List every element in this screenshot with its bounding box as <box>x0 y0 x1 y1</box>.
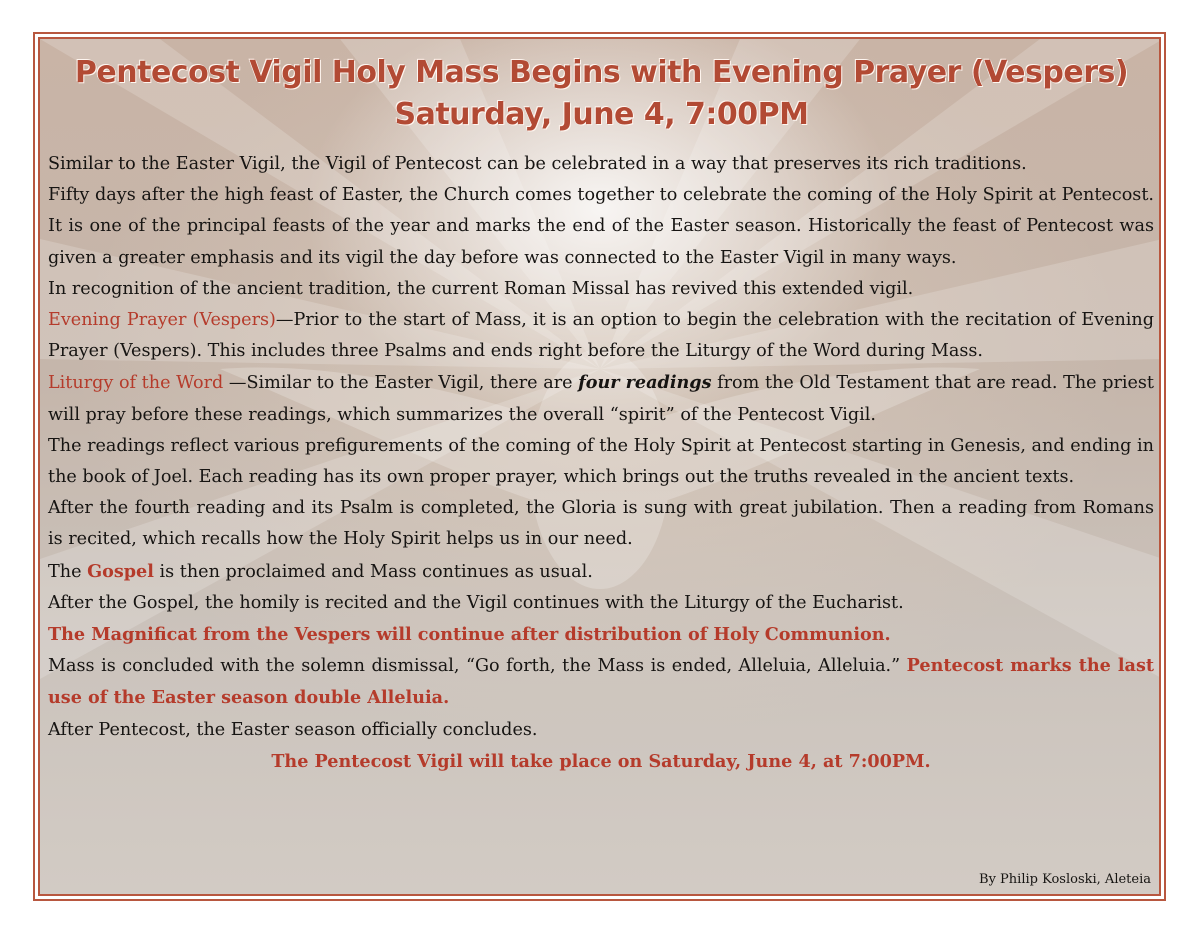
title-line-1: Pentecost Vigil Holy Mass Begins with Evening Prayer (Vespers) <box>74 55 1129 90</box>
article-body <box>48 149 1154 777</box>
evening-prayer-text: —Prior to the start of Mass, it is an option to begin the celebration with the recitation of Evening Prayer (Vespers). This includes three Psalms and ends right before the Liturgy of the Word during Mass. <box>48 310 1155 362</box>
paragraph-recognition: In recognition of the ancient tradition, the current Roman Missal has revived this extended vigil. <box>48 278 914 299</box>
dismissal-text: Mass is concluded with the solemn dismissal, “Go forth, the Mass is ended, Alleluia, Alleluia.” <box>48 656 907 677</box>
liturgy-word-heading: Liturgy of the Word <box>48 373 224 394</box>
byline: By Philip Kosloski, Aleteia <box>979 872 1151 887</box>
paragraph-evening-prayer <box>48 305 1154 367</box>
paragraph-gospel <box>48 556 1154 588</box>
paragraph-readings: The readings reflect various prefigurements of the coming of the Holy Spirit at Pentecost starting in Genesis, and ending in the book of Joel. Each reading has its own proper prayer, which brings out the truths revealed in the ancient texts. <box>48 435 1154 488</box>
paragraph-intro: Similar to the Easter Vigil, the Vigil of Pentecost can be celebrated in a way that preserves its rich traditions. <box>48 154 1027 174</box>
evening-prayer-heading: Evening Prayer (Vespers) <box>48 310 276 331</box>
paragraph-vigil-time: The Pentecost Vigil will take place on Saturday, June 4, at 7:00PM. <box>271 750 931 772</box>
paragraph-fifty-days: Fifty days after the high feast of Easter, the Church comes together to celebrate the coming of the Holy Spirit at Pentecost. It is one of the principal feasts of the year and marks the end of the Easter season. Historically the feast of Pentecost was given a greater emphasis and its vigil the day before was connected to the Easter Vigil in many ways. <box>48 185 1154 268</box>
liturgy-word-text-a: —Similar to the Easter Vigil, there are <box>223 373 579 394</box>
paragraph-after-pentecost: After Pentecost, the Easter season officially concludes. <box>48 719 538 740</box>
paragraph-dismissal <box>48 650 1154 714</box>
paragraph-gloria: After the fourth reading and its Psalm is completed, the Gloria is sung with great jubilation. Then a reading from Romans is recited, which recalls how the Holy Spirit helps us in our need. <box>48 498 1154 550</box>
flyer-panel <box>38 37 1161 896</box>
liturgy-word-text-b: from the Old Testament that are read. The priest will pray before these readings, which summarizes the overall “spirit” of the Pentecost Vigil. <box>48 373 1154 425</box>
gospel-text-b: is then proclaimed and Mass continues as usual. <box>153 561 593 582</box>
gospel-text-a: The <box>48 561 88 582</box>
paragraph-liturgy-word <box>48 367 1154 430</box>
four-readings-emphasis: four readings <box>578 372 712 394</box>
paragraph-magnificat: The Magnificat from the Vespers will continue after distribution of Holy Communion. <box>48 624 891 646</box>
alleluia-emphasis: Pentecost marks the last use of the Easter season double Alleluia. <box>48 655 1154 709</box>
paragraph-homily: After the Gospel, the homily is recited and the Vigil continues with the Liturgy of the Eucharist. <box>48 592 904 613</box>
gospel-emphasis: Gospel <box>87 560 154 582</box>
title-line-2: Saturday, June 4, 7:00PM <box>394 97 809 132</box>
